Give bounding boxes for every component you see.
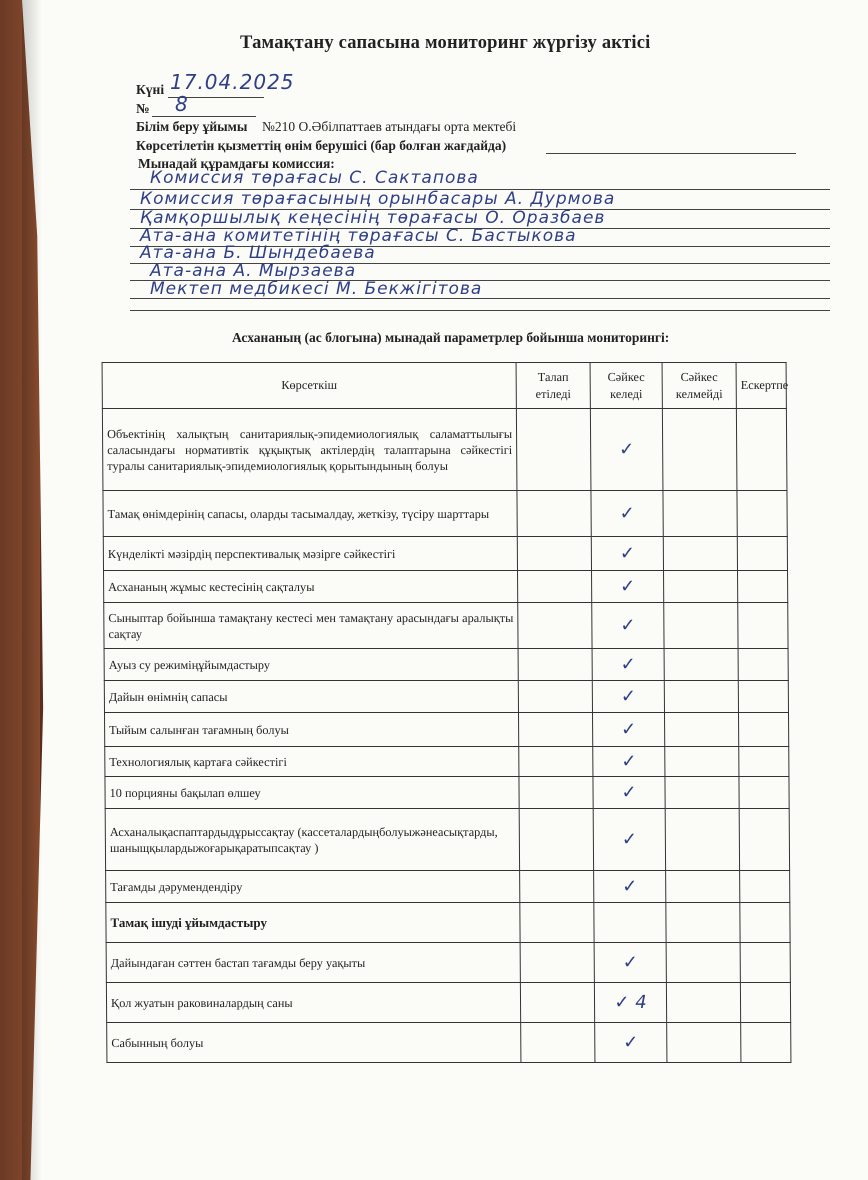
complies-mark: ✓ bbox=[594, 943, 666, 983]
not-complies-cell bbox=[665, 747, 739, 777]
not-complies-cell bbox=[666, 871, 740, 903]
provider-underline bbox=[546, 153, 796, 154]
not-complies-cell bbox=[667, 1023, 741, 1063]
note-cell bbox=[739, 713, 789, 747]
note-cell bbox=[740, 983, 790, 1023]
section-title-cell: Тамақ ішуді ұйымдастыру bbox=[106, 903, 520, 943]
commission-member: Ата-ана А. Мырзаева bbox=[150, 261, 357, 281]
header-complies: Сәйкес келеді bbox=[590, 363, 662, 409]
required-cell bbox=[518, 603, 592, 649]
note-cell bbox=[736, 409, 787, 491]
required-cell bbox=[518, 571, 592, 603]
complies-mark: ✓ bbox=[595, 1023, 667, 1063]
not-complies-cell bbox=[666, 903, 740, 943]
table-row bbox=[105, 809, 789, 871]
note-cell bbox=[739, 747, 789, 777]
not-complies-cell bbox=[665, 777, 739, 809]
note-cell bbox=[737, 491, 787, 537]
not-complies-cell bbox=[664, 681, 738, 713]
required-cell bbox=[519, 809, 593, 871]
commission-line bbox=[130, 310, 830, 311]
note-cell bbox=[740, 943, 790, 983]
note-cell bbox=[738, 603, 788, 649]
required-cell bbox=[517, 491, 591, 537]
required-cell bbox=[518, 649, 592, 681]
complies-mark: ✓ bbox=[590, 409, 663, 491]
org-label: Білім беру ұйымы bbox=[136, 119, 248, 134]
complies-mark: ✓ 4 bbox=[594, 983, 666, 1023]
required-cell bbox=[518, 681, 592, 713]
criterion-cell: Асханалықаспаптардыдұрыссақтау (кассеталардыңболуыжәнеасықтарды, шаныщқылардыжоғарықаратыпсақтау ) bbox=[105, 809, 519, 871]
note-cell bbox=[741, 1023, 791, 1063]
complies-mark: ✓ bbox=[593, 809, 665, 871]
paper-edge-shadow bbox=[22, 0, 42, 1180]
header-criterion: Көрсеткіш bbox=[102, 363, 516, 409]
required-cell bbox=[517, 537, 591, 571]
date-value: 17.04.2025 bbox=[170, 70, 295, 94]
table-row bbox=[104, 681, 788, 713]
commission-member: Мектеп медбикесі М. Бекжігітова bbox=[150, 279, 483, 299]
required-cell bbox=[516, 409, 591, 491]
complies-mark: ✓ bbox=[592, 681, 664, 713]
not-complies-cell bbox=[662, 409, 737, 491]
note-cell bbox=[740, 871, 790, 903]
provider-label: Көрсетілетін қызметтің өнім берушісі (бар болған жағдайда) bbox=[136, 138, 507, 153]
criterion-cell: 10 порцияны бақылап өлшеу bbox=[105, 777, 519, 809]
complies-mark: ✓ bbox=[592, 603, 664, 649]
note-cell bbox=[739, 777, 789, 809]
table-title: Асхананың (ас блогына) мынадай параметрлер бойынша мониторингі: bbox=[232, 330, 670, 345]
note-cell bbox=[739, 809, 789, 871]
complies-mark bbox=[594, 903, 666, 943]
complies-mark: ✓ bbox=[591, 491, 663, 537]
criterion-cell: Сабынның болуы bbox=[107, 1023, 521, 1063]
required-cell bbox=[519, 713, 593, 747]
table-row bbox=[107, 1023, 791, 1063]
not-complies-cell bbox=[666, 983, 740, 1023]
table-row bbox=[106, 983, 790, 1023]
not-complies-cell bbox=[664, 603, 738, 649]
header-required: Талап етіледі bbox=[516, 363, 590, 409]
date-label: Күні bbox=[136, 82, 165, 97]
table-header-row bbox=[102, 363, 786, 409]
not-complies-cell bbox=[665, 809, 739, 871]
criterion-cell: Күнделікті мәзірдің перспективалық мәзірге сәйкестігі bbox=[103, 537, 517, 571]
table-row bbox=[104, 603, 788, 649]
commission-member: Ата-ана Б. Шындебаева bbox=[140, 243, 376, 263]
complies-mark: ✓ bbox=[592, 571, 664, 603]
criterion-cell: Ауыз су режиміңұйымдастыру bbox=[104, 649, 518, 681]
complies-mark: ✓ bbox=[593, 747, 665, 777]
table-row bbox=[103, 491, 787, 537]
criterion-cell: Объектінің халықтың санитариялық-эпидемиологиялық саламаттылығы саласындағы нормативтік құқықтық актілердің талаптарына сәйкестігі туралы санитариялық-эпидемиологиялық қорытындының болуы bbox=[102, 409, 517, 491]
required-cell bbox=[520, 903, 594, 943]
criterion-cell: Сыныптар бойынша тамақтану кестесі мен тамақтану арасындағы аралықты сақтау bbox=[104, 603, 518, 649]
table-row bbox=[106, 943, 790, 983]
table-row bbox=[104, 649, 788, 681]
not-complies-cell bbox=[665, 713, 739, 747]
monitoring-table bbox=[102, 362, 792, 1063]
criterion-cell: Дайындаған сәттен бастап тағамды беру уақыты bbox=[106, 943, 520, 983]
complies-mark: ✓ bbox=[593, 713, 665, 747]
table-section-row bbox=[106, 903, 790, 943]
table-row bbox=[104, 571, 788, 603]
complies-mark: ✓ bbox=[591, 537, 663, 571]
number-underline bbox=[152, 116, 256, 117]
required-cell bbox=[519, 777, 593, 809]
complies-mark: ✓ bbox=[592, 649, 664, 681]
header-not-complies: Сәйкес келмейді bbox=[662, 363, 736, 409]
not-complies-cell bbox=[663, 491, 737, 537]
number-label: № bbox=[136, 101, 150, 116]
criterion-cell: Дайын өнімнің сапасы bbox=[104, 681, 518, 713]
criterion-cell: Асхананың жұмыс кестесінің сақталуы bbox=[104, 571, 518, 603]
commission-member: Комиссия төрағасы С. Сактапова bbox=[150, 168, 479, 188]
table-row bbox=[105, 777, 789, 809]
criterion-cell: Тамақ өнімдерінің сапасы, оларды тасымалдау, жеткізу, түсіру шарттары bbox=[103, 491, 517, 537]
complies-mark: ✓ bbox=[593, 777, 665, 809]
not-complies-cell bbox=[664, 649, 738, 681]
commission-member: Қамқоршылық кеңесінің төрағасы О. Оразбаев bbox=[140, 208, 606, 228]
org-value: №210 О.Әбілпаттаев атындағы орта мектебі bbox=[262, 119, 517, 134]
not-complies-cell bbox=[666, 943, 740, 983]
note-cell bbox=[738, 681, 788, 713]
commission-line bbox=[130, 298, 830, 299]
required-cell bbox=[520, 943, 594, 983]
note-cell bbox=[738, 571, 788, 603]
table-row bbox=[103, 537, 787, 571]
required-cell bbox=[520, 983, 594, 1023]
table-row bbox=[105, 747, 789, 777]
criterion-cell: Тағамды дәрумендендіру bbox=[106, 871, 520, 903]
note-cell bbox=[738, 649, 788, 681]
not-complies-cell bbox=[663, 537, 737, 571]
required-cell bbox=[520, 871, 594, 903]
commission-label: Мынадай құрамдағы комиссия: bbox=[138, 156, 335, 171]
table-row bbox=[106, 871, 790, 903]
criterion-cell: Тыйым салынған тағамның болуы bbox=[105, 713, 519, 747]
number-value: 8 bbox=[175, 92, 189, 116]
criterion-cell: Технологиялық картаға сәйкестігі bbox=[105, 747, 519, 777]
document-title: Тамақтану сапасына мониторинг жүргізу актісі bbox=[240, 33, 651, 53]
note-cell bbox=[740, 903, 790, 943]
table-row bbox=[102, 409, 787, 491]
criterion-cell: Қол жуатын раковиналардың саны bbox=[106, 983, 520, 1023]
required-cell bbox=[521, 1023, 595, 1063]
commission-member: Ата-ана комитетінің төрағасы С. Бастыкова bbox=[140, 226, 577, 246]
complies-mark: ✓ bbox=[594, 871, 666, 903]
table-row bbox=[105, 713, 789, 747]
required-cell bbox=[519, 747, 593, 777]
not-complies-cell bbox=[664, 571, 738, 603]
commission-member: Комиссия төрағасының орынбасары А. Дурмова bbox=[140, 189, 616, 209]
header-note: Ескертпе bbox=[736, 363, 786, 409]
note-cell bbox=[737, 537, 787, 571]
